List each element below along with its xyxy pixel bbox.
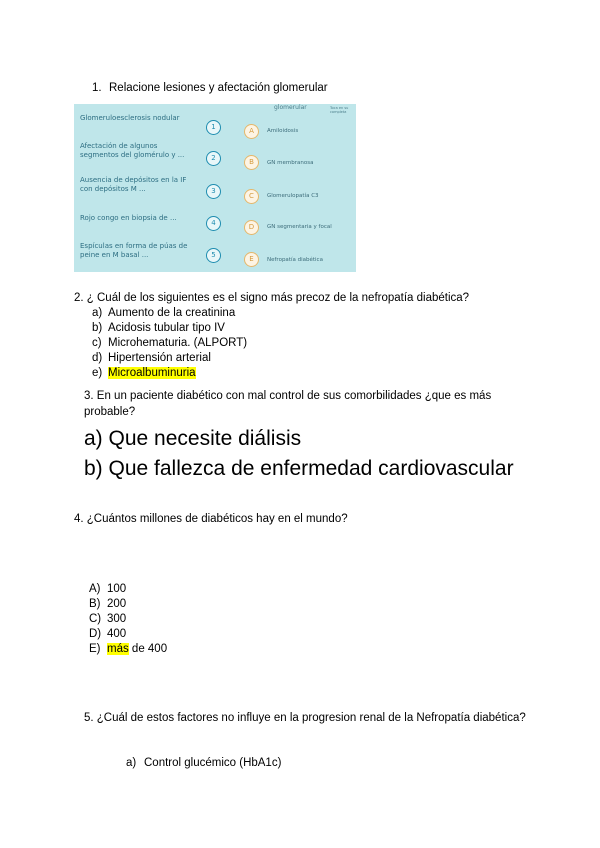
match-left-text: Ausencia de depósitos en la IF con depósitos M ... [80,176,187,193]
q5-title: 5. ¿Cuál de estos factores no influye en la progresion renal de la Nefropatía diabética? [84,712,526,724]
q2-option-label: e) [92,367,103,379]
q4-option-text: 100 [107,583,127,595]
q3-answer-b: b) Que fallezca de enfermedad cardiovascular [84,457,514,480]
q4-title: 4. ¿Cuántos millones de diabéticos hay en el mundo? [74,513,348,525]
match-left-number: 2 [206,151,221,166]
match-right-letter: B [244,155,259,170]
match-row [74,176,356,210]
q2-option-label: a) [92,307,103,319]
match-right-text: Amiloidosis [267,128,299,134]
q3-line2: probable? [84,406,136,418]
q4-option-label: C) [89,613,102,625]
q4-option-text: de 400 [128,643,168,655]
match-right-text: GN membranosa [267,160,314,166]
match-right-letter: E [244,252,259,267]
match-right-letter: A [244,124,259,139]
match-row [74,208,356,242]
q2-option-text: Hipertensión arterial [108,352,211,364]
q2-option-text: Acidosis tubular tipo IV [108,322,225,334]
q2-option-text: Aumento de la creatinina [108,307,236,319]
q4-option-text: 200 [107,598,127,610]
match-row [74,142,356,176]
match-row [74,240,356,272]
q4-correct-option [107,643,167,655]
match-left-text: Rojo congo en biopsia de ... [80,214,177,222]
q4-option-text: 400 [107,628,127,640]
q1-number: 1. [92,82,102,94]
q2-correct-option-text: Microalbuminuria [108,367,196,379]
q4-option-label: A) [89,583,101,595]
matching-header: glomerular [274,104,307,111]
q3-answer-a: a) Que necesite diálisis [84,427,302,450]
q2-title: 2. ¿ Cuál de los siguientes es el signo más precoz de la nefropatía diabética? [74,292,470,304]
q4-highlight: más [107,643,129,655]
match-left-text: Afectación de algunos segmentos del glomérulo y ... [80,142,185,159]
q4-option-label: D) [89,628,102,640]
q5-option-label: a) [126,757,137,769]
q2-option-text: Microhematuria. (ALPORT) [108,337,248,349]
match-right-text: Glomerulopatía C3 [267,193,319,199]
match-right-text: GN segmentaria y focal [267,224,332,230]
q1-title: Relacione lesiones y afectación glomerular [109,82,328,94]
q5-option-text: Control glucémico (HbA1c) [144,757,282,769]
match-left-text: Glomeruloesclerosis nodular [80,114,180,122]
match-left-text: Espículas en forma de púas de peine en M basal ... [80,242,188,259]
match-right-letter: D [244,220,259,235]
q2-option-label: b) [92,322,103,334]
q3-line1: 3. En un paciente diabético con mal control de sus comorbilidades ¿que es más [84,390,492,402]
match-left-number: 1 [206,120,221,135]
matching-image [74,104,356,272]
q4-option-text: 300 [107,613,127,625]
match-right-letter: C [244,189,259,204]
match-left-number: 3 [206,184,221,199]
match-row [74,110,356,144]
q2-option-label: d) [92,352,103,364]
matching-header-note: Toca en su completa [330,106,349,114]
q4-option-label: E) [89,643,101,655]
match-left-number: 4 [206,216,221,231]
q4-option-label: B) [89,598,101,610]
q2-option-label: c) [92,337,102,349]
match-right-text: Nefropatía diabética [267,257,323,263]
match-left-number: 5 [206,248,221,263]
